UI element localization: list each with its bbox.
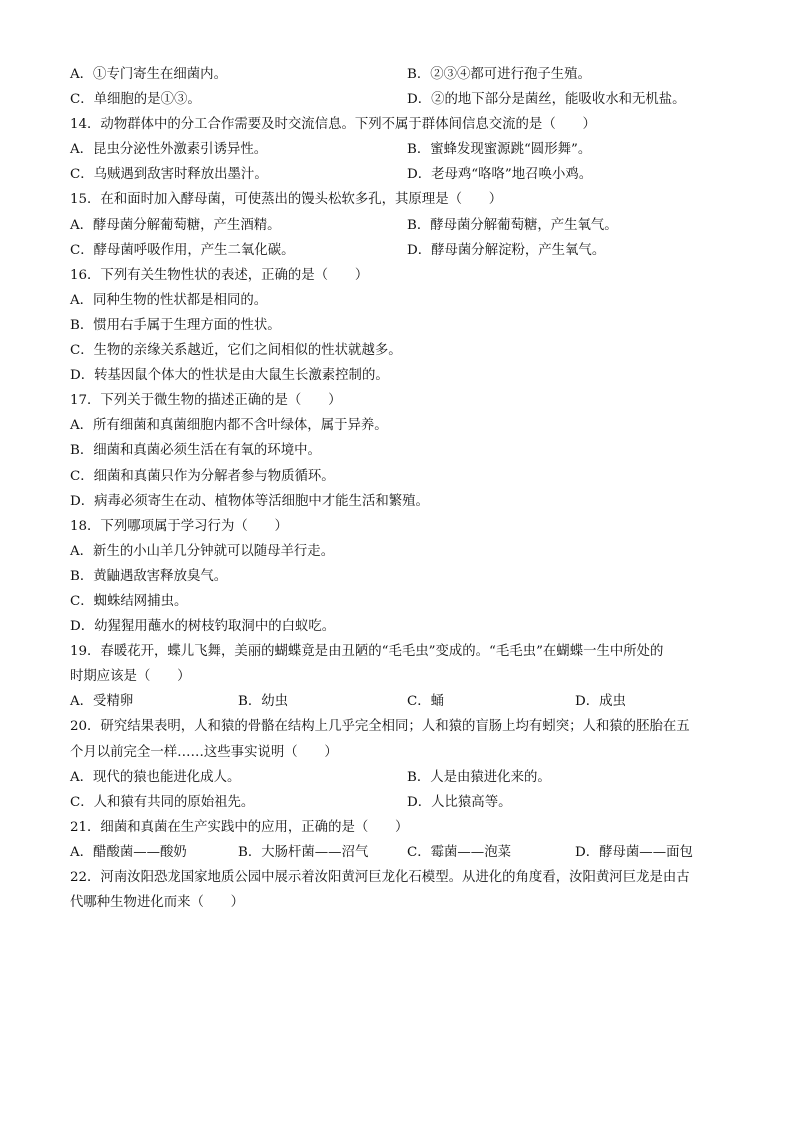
q16-option-a-row [0,288,794,313]
q22-stem-text-2: 代哪种生物进化而来（ ） [70,895,245,911]
q17-option-c[interactable]: C．细菌和真菌只作为分解者参与物质循环。 [70,468,335,484]
q20-options-row-1 [0,765,794,790]
q13-option-a[interactable]: A．①专门寄生在细菌内。 [70,67,227,82]
q18-option-d[interactable]: D．幼猩猩用蘸水的树枝钓取洞中的白蚁吃。 [70,619,336,635]
q21-option-c[interactable]: C．霉菌——泡菜 [407,844,511,860]
q20-options-row-2 [0,790,794,815]
q15-options-row-2 [0,238,794,263]
q19-stem-line-1 [0,639,794,664]
q16-option-c-row [0,338,794,363]
q22-stem-line-1 [0,865,794,890]
q13-option-d[interactable]: D．②的地下部分是菌丝，能吸收水和无机盐。 [407,92,686,108]
q19-option-c[interactable]: C．蛹 [407,694,445,710]
q13-option-c[interactable]: C．单细胞的是①③。 [70,92,201,108]
q20-option-b[interactable]: B．人是由猿进化来的。 [407,769,551,785]
q16-option-d-row [0,363,794,388]
q17-stem [0,388,794,413]
q21-option-a[interactable]: A．醋酸菌——酸奶 [70,844,187,860]
q16-stem [0,263,794,288]
q15-option-d[interactable]: D．酵母菌分解淀粉，产生氧气。 [407,242,606,258]
q13-option-b[interactable]: B．②③④都可进行孢子生殖。 [407,67,591,82]
q14-stem [0,112,794,137]
q14-option-b[interactable]: B．蜜蜂发现蜜源跳“圆形舞”。 [407,142,592,158]
q21-stem [0,815,794,840]
exam-page [0,62,794,915]
q19-option-a[interactable]: A．受精卵 [70,694,134,710]
q13-options-row-1 [0,62,794,87]
q18-option-c[interactable]: C．蜘蛛结网捕虫。 [70,593,188,609]
q14-options-row-2 [0,162,794,187]
q17-option-a-row [0,413,794,438]
q17-option-b-row [0,438,794,463]
q18-stem [0,514,794,539]
q21-option-b[interactable]: B．大肠杆菌——沼气 [238,844,369,860]
q17-option-b[interactable]: B．细菌和真菌必须生活在有氧的环境中。 [70,443,321,459]
q21-stem-text: 21．细菌和真菌在生产实践中的应用，正确的是（ ） [70,819,409,835]
q18-option-a[interactable]: A．新生的小山羊几分钟就可以随母羊行走。 [70,543,335,559]
q20-stem-line-2 [0,740,794,765]
q17-stem-text: 17．下列关于微生物的描述正确的是（ ） [70,393,342,409]
q20-stem-line-1 [0,714,794,739]
q19-stem-text-2: 时期应该是（ ） [70,669,191,685]
q19-stem-line-2 [0,664,794,689]
q19-option-b[interactable]: B．幼虫 [238,694,289,710]
q15-option-b[interactable]: B．酵母菌分解葡萄糖，产生氧气。 [407,217,618,233]
q19-stem-text-1: 19．春暖花开，蝶儿飞舞，美丽的蝴蝶竟是由丑陋的“毛毛虫”变成的。“毛毛虫”在蝴蝶一生中所处的 [70,644,664,660]
q16-option-c[interactable]: C．生物的亲缘关系越近，它们之间相似的性状就越多。 [70,343,402,359]
q15-option-c[interactable]: C．酵母菌呼吸作用，产生二氧化碳。 [70,242,295,258]
q17-option-d-row [0,489,794,514]
q17-option-a[interactable]: A．所有细菌和真菌细胞内都不含叶绿体，属于异养。 [70,418,388,434]
q15-options-row-1 [0,213,794,238]
q14-option-a[interactable]: A．昆虫分泌性外激素引诱异性。 [70,142,268,158]
q20-stem-text-2: 个月以前完全一样……这些事实说明（ ） [70,744,338,760]
q16-option-b-row [0,313,794,338]
q18-option-a-row [0,539,794,564]
q16-option-a[interactable]: A．同种生物的性状都是相同的。 [70,292,268,308]
q14-option-c[interactable]: C．乌贼遇到敌害时释放出墨汁。 [70,167,268,183]
q14-options-row-1 [0,137,794,162]
q17-option-d[interactable]: D．病毒必须寄生在动、植物体等活细胞中才能生活和繁殖。 [70,493,429,509]
q21-options-row [0,840,794,865]
q22-stem-text-1: 22．河南汝阳恐龙国家地质公园中展示着汝阳黄河巨龙化石模型。从进化的角度看，汝阳黄河巨龙是由古 [70,870,690,885]
q16-option-b[interactable]: B．惯用右手属于生理方面的性状。 [70,317,281,333]
q18-stem-text: 18．下列哪项属于学习行为（ ） [70,518,288,534]
q16-stem-text: 16．下列有关生物性状的表述，正确的是（ ） [70,267,369,283]
q16-option-d[interactable]: D．转基因鼠个体大的性状是由大鼠生长激素控制的。 [70,368,389,384]
q21-option-d[interactable]: D．酵母菌——面包 [575,844,693,860]
q18-option-c-row [0,589,794,614]
q15-stem-text: 15．在和面时加入酵母菌，可使蒸出的馒头松软多孔，其原理是（ ） [70,192,503,208]
q14-stem-text: 14．动物群体中的分工合作需要及时交流信息。下列不属于群体间信息交流的是（ ） [70,117,596,133]
q22-stem-line-2 [0,890,794,915]
q18-option-b-row [0,564,794,589]
q18-option-b[interactable]: B．黄鼬遇敌害释放臭气。 [70,568,228,584]
q19-option-d[interactable]: D．成虫 [575,694,626,710]
q15-option-a[interactable]: A．酵母菌分解葡萄糖，产生酒精。 [70,217,281,233]
q19-options-row [0,689,794,714]
q20-option-d[interactable]: D．人比猿高等。 [407,794,512,810]
q15-stem [0,187,794,212]
q20-option-c[interactable]: C．人和猿有共同的原始祖先。 [70,794,255,810]
q17-option-c-row [0,464,794,489]
q20-stem-text-1: 20．研究结果表明，人和猿的骨骼在结构上几乎完全相同；人和猿的盲肠上均有蚓突；人和猿的胚胎在五 [70,719,690,735]
q14-option-d[interactable]: D．老母鸡“咯咯”地召唤小鸡。 [407,167,593,183]
q13-options-row-2 [0,87,794,112]
q20-option-a[interactable]: A．现代的猿也能进化成人。 [70,769,241,785]
q18-option-d-row [0,614,794,639]
